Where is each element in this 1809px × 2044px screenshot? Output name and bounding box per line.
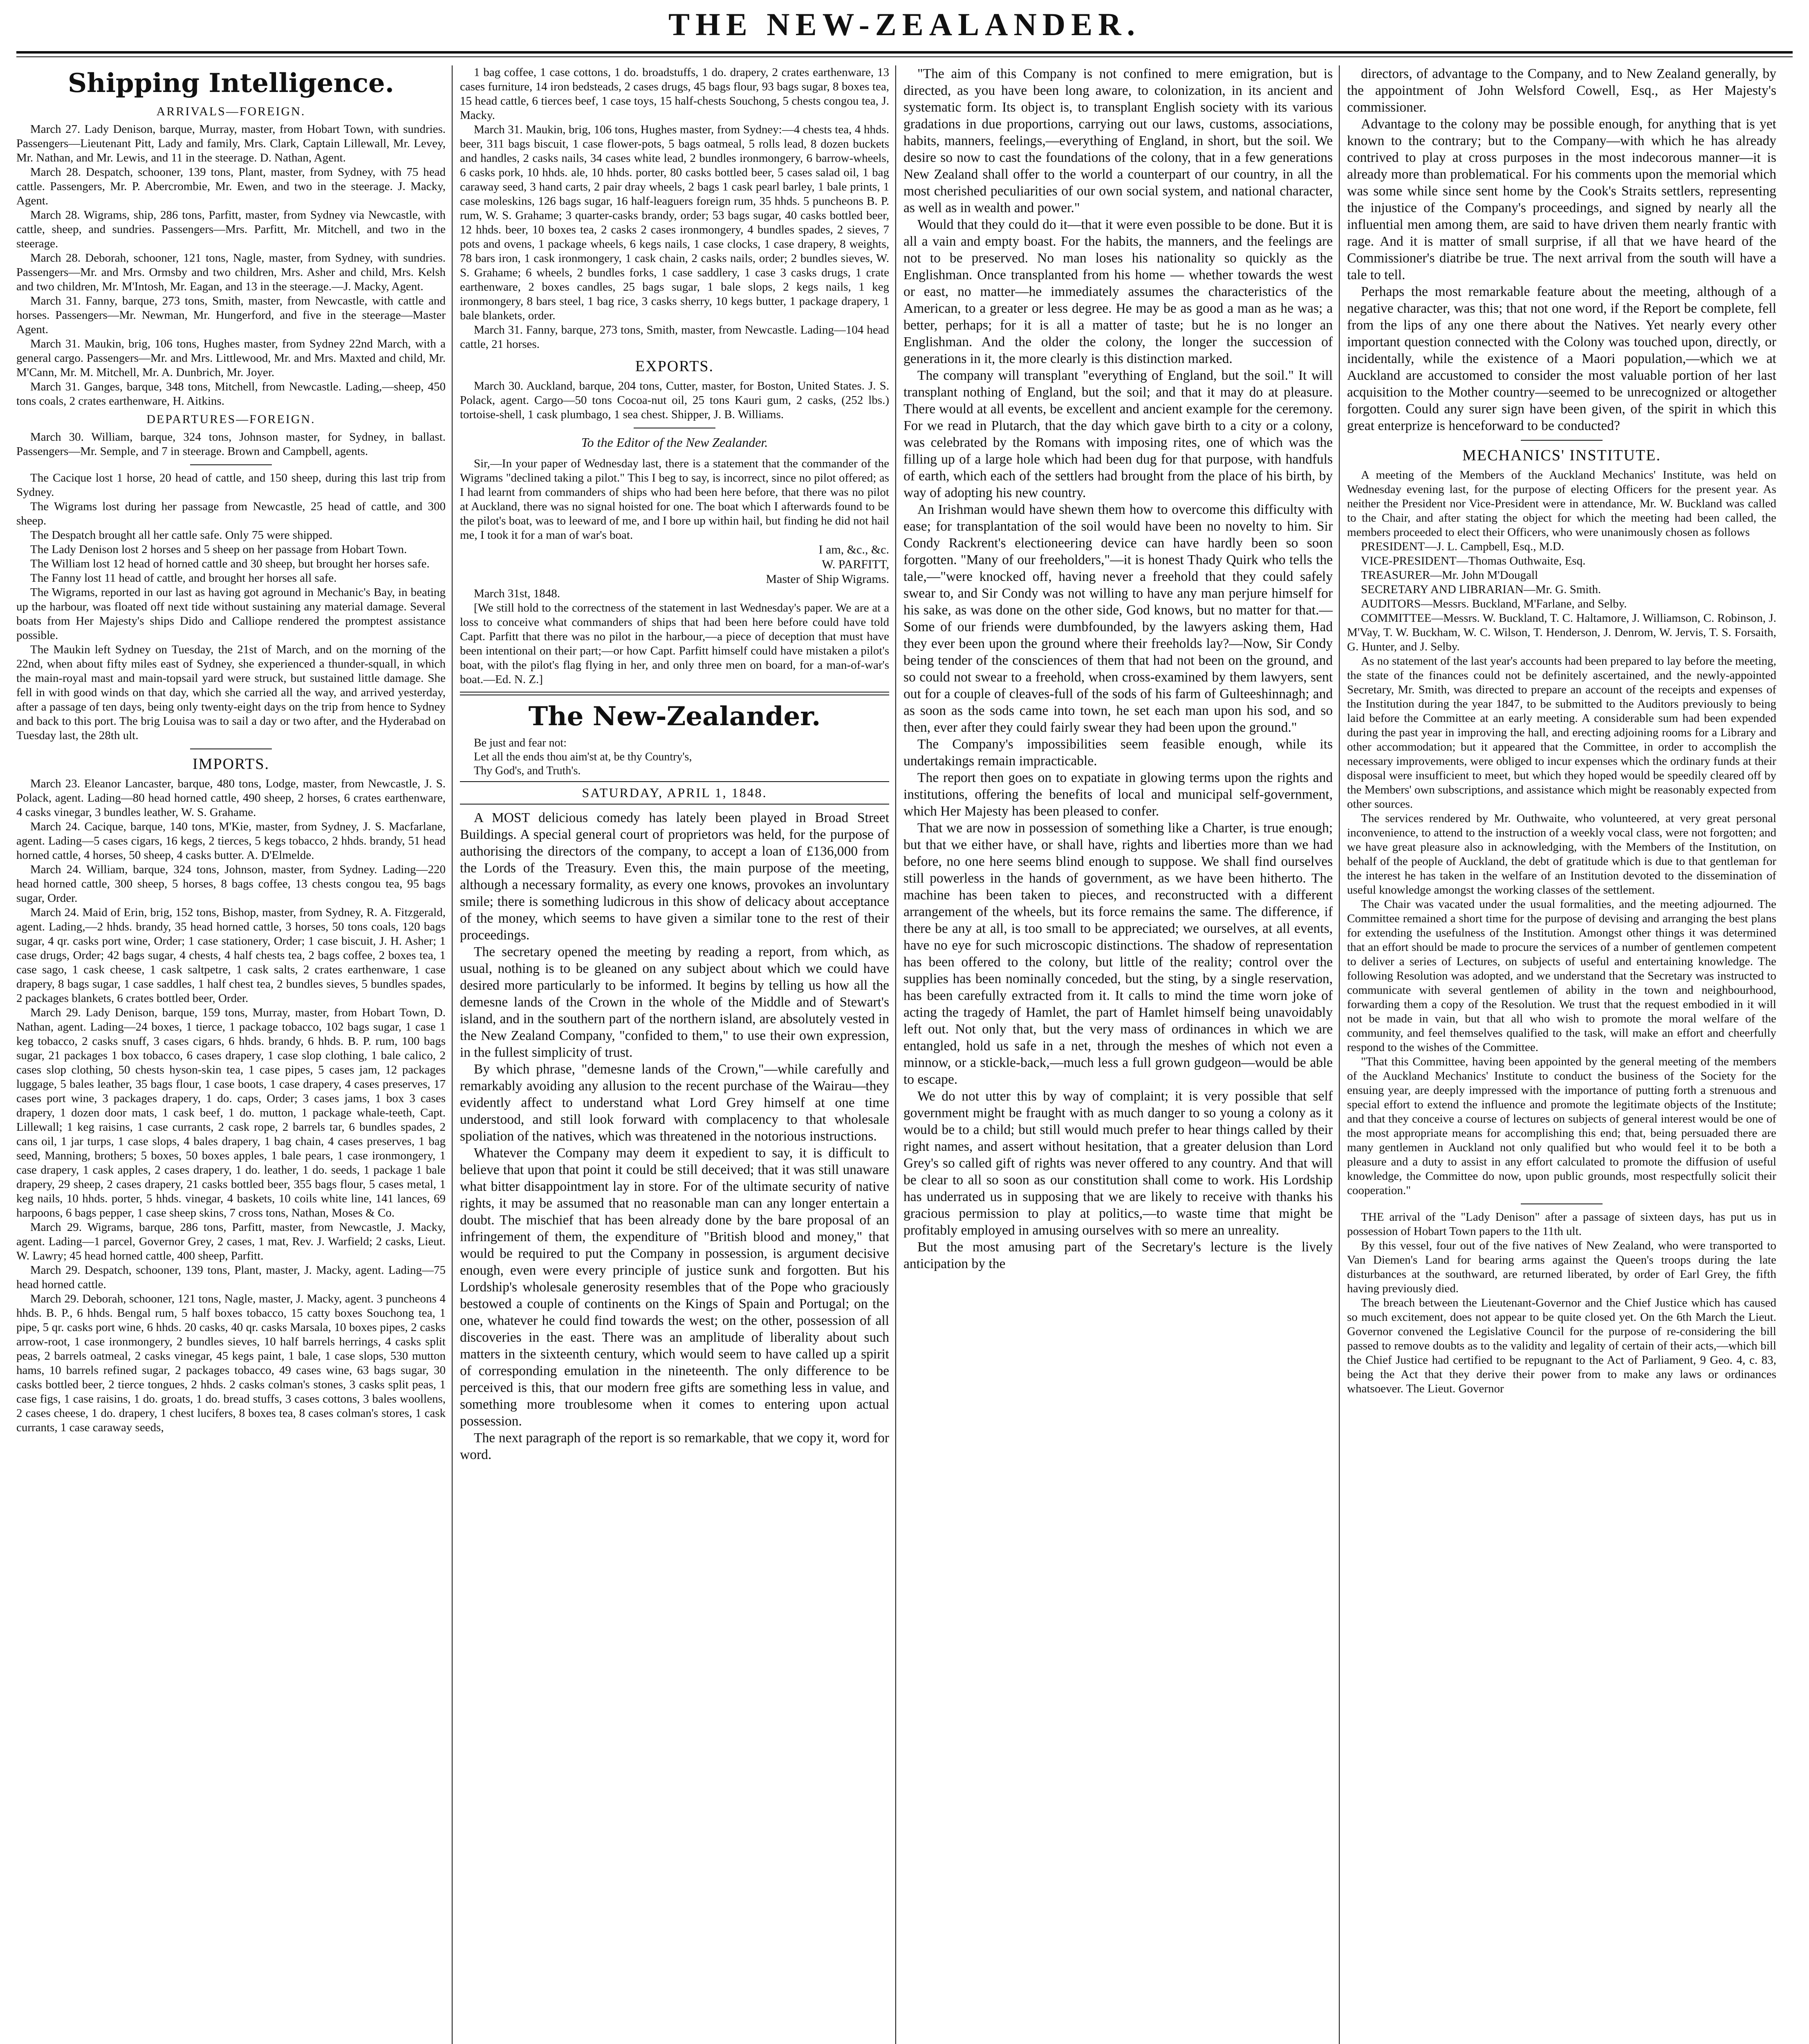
letter-body <box>460 457 889 542</box>
motto-line: Be just and fear not: <box>474 737 567 749</box>
imports-heading: IMPORTS. <box>193 755 269 773</box>
paragraph: The Wigrams, reported in our last as having got aground in Mechanic's Bay, in beating up the harbour, was floated off next tide without sustaining any material damage. Several boats from Her Majesty's ships Dido and Calliope rendered the promptest assistance possible. <box>16 586 446 642</box>
departures-heading: DEPARTURES—FOREIGN. <box>146 412 316 426</box>
letter-close: I am, &c., &c. <box>818 543 889 556</box>
letter-signature-title: Master of Ship Wigrams. <box>766 572 889 586</box>
column-divider <box>1339 65 1340 2044</box>
paragraph: The Maukin left Sydney on Tuesday, the 21st of March, and on the morning of the 22nd, when about fifty miles east of Sydney, she experienced a thunder-squall, in which the main-royal mast and main-topsail yard were struck, but sustained little damage. She fell in with good winds on that day, which she carried all the way, and arrived yesterday, after a passage of ten days, being only twenty-eight days on the trip from hence to Sydney and back to this port. The brig Louisa was to sail a day or two after, and the Hyderabad on Tuesday last, the 28th ult. <box>16 643 446 742</box>
paragraph: COMMITTEE—Messrs. W. Buckland, T. C. Haltamore, J. Williamson, C. Robinson, J. M'Vay, T. W. Buckham, W. C. Wilson, T. Henderson, J. Denrom, W. Jervis, T. S. Forsaith, G. Hunter, and J. Selby. <box>1347 612 1776 653</box>
paragraph: March 31. Maukin, brig, 106 tons, Hughes master, from Sydney 22nd March, with a general cargo. Passengers—Mr. and Mrs. Littlewood, Mr. and Mrs. Maxted and child, Mr. M'Cann, Mr. M. Mitchell, Mr. A. Dunbrich, Mr. Joyer. <box>16 337 446 379</box>
paragraph: March 28. Despatch, schooner, 139 tons, Plant, master, from Sydney, with 75 head cattle. Passengers, Mr. P. Abercrombie, Mr. Ewen, and two in the steerage. J. Macky, Agent. <box>16 166 446 207</box>
paragraph: March 31. Fanny, barque, 273 tons, Smith, master, from Newcastle, with cattle and horses. Passengers—Mr. Newman, Mr. Hungerford, and five in the steerage—Master Agent. <box>16 294 446 336</box>
editor-note: [We still hold to the correctness of the statement in last Wednesday's paper. We are at a loss to conceive what commanders of ships that had been here before could have told Capt. Parfitt that there was no pilot in the harbour,—a piece of deception that must have been intentional on their part;—or how Capt. Parfitt himself could have mistaken a pilot's boat, with the pilot's flag flying in her, and only three men on board, for a man-of-war's boat.—Ed. N. Z.] <box>460 601 889 686</box>
paragraph: Whatever the Company may deem it expedient to say, it is difficult to believe that upon that point it could be still deceived; that it was still unaware what bitter disappointment lay in store. For of the ultimate security of native rights, it may be assumed that no reasonable man can any longer entertain a doubt. The mischief that has been already done by the bare proposal of an infringement of them, the expenditure of "British blood and money," that would be required to put the Company in possession, is argument decisive enough, even were every principle of justice sunk and forgotten. But his Lordship's wholesale generosity resembles that of the Pope who graciously bestowed a couple of continents on the Kings of Spain and Portugal; on the one, whatever he could find towards the west; on the other, possession of all discoveries in the east. There was an amplitude of liberality about such matters in the sixteenth century, which would seem to have called up a spirit of corresponding emulation in the nineteenth. The only difference to be perceived is this, that our modern free gifts are something less in value, and something more troublesome when it comes to entering upon actual possession. <box>460 1145 889 1429</box>
double-rule <box>460 692 889 695</box>
paragraph: THE arrival of the "Lady Denison" after a passage of sixteen days, has put us in possession of Hobart Town papers to the 11th ult. <box>1347 1210 1776 1238</box>
paragraph: AUDITORS—Messrs. Buckland, M'Farlane, and Selby. <box>1361 597 1627 610</box>
masthead-rule <box>16 51 1793 54</box>
paragraph: The Chair was vacated under the usual formalities, and the meeting adjourned. The Committee remained a short time for the purpose of devising and arranging the best plans for extending the usefulness of the Institution. Amongst other things it was determined that an effort should be made to procure the services of a number of gentlemen competent to deliver a series of Lectures, on subjects of useful and entertaining knowledge. The following Resolution was adopted, and we understand that the Secretary was instructed to communicate with several gentlemen of ability in the town and neighbourhood, forwarding them a copy of the Resolution. We trust that the request embodied in it will not be made in vain, but that all who wish to promote the moral welfare of the community, and feel themselves qualified to the task, will make an effort and cheerfully respond to the wishes of the Committee. <box>1347 898 1776 1054</box>
officer-list <box>1347 540 1776 654</box>
paragraph: The next paragraph of the report is so remarkable, that we copy it, word for word. <box>460 1430 889 1462</box>
paragraph: March 24. William, barque, 324 tons, Johnson, master, from Sydney. Lading—220 head horned cattle, 300 sheep, 5 horses, 8 bags coffee, 13 chests congou tea, 95 bags sugar, Order. <box>16 863 446 905</box>
paragraph: The services rendered by Mr. Outhwaite, who volunteered, at very great personal inconvenience, to attend to the instruction of a weekly vocal class, were not forgotten; and we have great pleasure also in acknowledging, with the Members of the Institution, on behalf of the people of Auckland, the debt of gratitude which is due to that gentleman for the interest he has taken in the welfare of an Institution devoted to the dissemination of useful knowledge amongst the working classes of the settlement. <box>1347 812 1776 896</box>
shipping-title: Shipping Intelligence. <box>67 68 395 99</box>
paragraph: As no statement of the last year's accounts had been prepared to lay before the meeting, the state of the finances could not be definitely ascertained, and the newly-appointed Secretary, Mr. Smith, was directed to prepare an account of the receipts and expenses of the Institution during the year 1847, to be submitted to the Auditors previously to being laid before the Committee at an early meeting. A considerable sum had been expended during the past year in improving the hall, and erecting adjoining rooms for a Library and other accommodation; but it appeared that the Committee, in order to accomplish the necessary improvements, were obliged to incur expenses which the ordinary funds at their disposal were insufficient to meet, but which they hoped would be speedily cleared off by the Members' own subscriptions, and assistance which might be reasonably expected from other sources. <box>1347 654 1776 811</box>
paragraph: March 28. Deborah, schooner, 121 tons, Nagle, master, from Sydney, with sundries. Passengers—Mr. and Mrs. Ormsby and two children, Mrs. Asher and child, Mrs. Kelsh and two children, Mr. M'Intosh, Mr. Eagan, and 13 in the steerage.—J. Macky, Agent. <box>16 251 446 293</box>
editorial-continued <box>903 65 1333 1272</box>
departures-list <box>16 430 446 459</box>
paragraph: The Despatch brought all her cattle safe. Only 75 were shipped. <box>30 529 333 542</box>
paragraph: The Company's impossibilities seem feasible enough, while its undertakings remain impracticable. <box>903 737 1333 769</box>
paragraph: March 29. Lady Denison, barque, 159 tons, Murray, master, from Hobart Town, D. Nathan, agent. Lading—24 boxes, 1 tierce, 1 package tobacco, 102 bags sugar, 1 case 1 keg tobacco, 2 casks snuff, 3 cases cigars, 6 hhds. brandy, 6 hhds. B. P. rum, 100 bags sugar, 21 packages 1 box tobacco, 6 cases drapery, 1 case slop clothing, 1 bale calico, 2 cases slop clothing, 50 chests hyson-skin tea, 1 case pipes, 5 cases jam, 12 packages luggage, 5 bales leather, 35 bags flour, 1 case boots, 1 case drapery, 4 cases preserves, 17 cases port wine, 3 packages drapery, 1 do. caps, Order; 3 cases jams, 1 box 3 cases drapery, 1 dozen door mats, 1 cask beef, 1 do. mutton, 1 package whale-teeth, Capt. Lillewall; 1 keg raisins, 1 case currants, 2 cask rope, 2 barrels tar, 6 bundles spades, 2 cans oil, 1 jar turps, 1 case slops, 4 bales drapery, 1 bag chain, 4 cases preserves, 1 bag seed, Manning, brothers; 5 boxes, 50 boxes apples, 1 bale pears, 1 case ironmongery, 1 case drapery, 1 cask apples, 2 cases drapery, 1 do. leather, 1 do. seeds, 1 package 1 bale drapery, 29 sheep, 2 cases drapery, 21 casks bottled beer, 355 bags flour, 5 cases metal, 1 keg nails, 10 hhds. porter, 5 hhds. vinegar, 4 baskets, 10 coils white line, 141 lances, 69 harpoons, 6 bags pepper, 1 case sheep skins, 7 cross tons, Nathan, Moses & Co. <box>16 1006 446 1219</box>
paragraph: By which phrase, "demesne lands of the Crown,"—while carefully and remarkably avoiding any allusion to the recent purchase of the Wairau—they evidently affect to understand what Lord Grey himself at one time understood, and still look forward with complacency to that wholesale spoliation of the natives, which was threatened in the notorious instructions. <box>460 1062 889 1144</box>
column-divider <box>452 65 453 2044</box>
editorial-conclusion <box>1347 65 1776 434</box>
paragraph: A MOST delicious comedy has lately been played in Broad Street Buildings. A special general court of proprietors was held, for the purpose of authorising the directors of the company, to accept a loan of £136,000 from the Lords of the Treasury. Even this, the main purpose of the meeting, although a necessary formality, as every one knows, provokes an involuntary smile; there is something ludicrous in this show of delicacy about acceptance of the money, which seems to have given a similar tone to the rest of their proceedings. <box>460 810 889 943</box>
paragraph: "That this Committee, having been appointed by the general meeting of the members of the Auckland Mechanics' Institute to conduct the business of the Society for the ensuing year, are deeply impressed with the importance of putting forth a strenuous and special effort to extend the influence and promote the legitimate objects of the Institute; and that they conceive a course of lectures on subjects of general interest would be one of the most appropriate means for accomplishing this end; that, being persuaded there are many gentlemen in Auckland not only qualified but who would feel it to be both a pleasure and a duty to assist in any effort calculated to promote the diffusion of useful knowledge, the Committee do now, upon public grounds, most respectfully solicit their cooperation." <box>1347 1055 1776 1197</box>
paragraph: March 24. Cacique, barque, 140 tons, M'Kie, master, from Sydney, J. S. Macfarlane, agent. Lading—5 cases cigars, 16 kegs, 2 tierces, 5 kegs tobacco, 2 hhds. brandy, 51 head horned cattle, 4 horses, 50 sheep, 4 casks butter. A. D'Elmelde. <box>16 820 446 862</box>
paragraph: The Wigrams lost during her passage from Newcastle, 25 head of cattle, and 300 sheep. <box>16 500 446 527</box>
divider <box>1521 440 1603 441</box>
masthead-rule-thin <box>16 56 1793 57</box>
paragraph: The report then goes on to expatiate in glowing terms upon the rights and institutions, offering the benefits of local and municipal self-government, which Her Majesty has been pleased to confer. <box>903 770 1333 819</box>
imports-list <box>16 777 446 1435</box>
paragraph: The Cacique lost 1 horse, 20 head of cattle, and 150 sheep, during this last trip from Sydney. <box>16 471 446 499</box>
institute-heading: MECHANICS' INSTITUTE. <box>1462 447 1661 464</box>
paper-title: The New-Zealander. <box>528 701 821 732</box>
column-3 <box>903 65 1333 2044</box>
paragraph: directors, of advantage to the Company, and to New Zealand generally, by the appointment of John Welsford Cowell, Esq., as Her Majesty's commissioner. <box>1347 66 1776 115</box>
column-divider <box>895 65 896 2044</box>
exports-list <box>460 379 889 422</box>
paragraph: March 27. Lady Denison, barque, Murray, master, from Hobart Town, with sundries. Passengers—Lieutenant Pitt, Lady and family, Mrs. Clark, Captain Lillewall, Mr. Levey, Mr. Nathan, and Mr. Lewis, and 11 in the steerage. D. Nathan, Agent. <box>16 123 446 164</box>
imports-continued <box>460 65 889 352</box>
paragraph: "The aim of this Company is not confined to mere emigration, but is directed, as you have been long aware, to colonization, in its ancient and systematic form. Its object is, to transplant English society with its various gradations in due proportions, carrying out our laws, customs, associations, habits, manners, feelings,—everything of England, in short, but the soil. We desire so now to cast the foundations of the colony, that in a few generations New Zealand shall offer to the world a counterpart of our country, in all the most cherished peculiarities of our own social system, and national character, as well as in wealth and power." <box>903 66 1333 215</box>
divider <box>190 464 272 465</box>
paragraph: The company will transplant "everything of England, but the soil." It will transplant nothing of England, but the soil; and that it may do at pleasure. There would at all events, be excellent and ancient example for the ceremony. For we read in Plutarch, that the day which gave birth to a city or a colony, was celebrated by the Romans with imposing rites, one of which was the filling up of a large hole which had been dug for that purpose, with handfuls of earth, which each of the settlers had brought from the place of his birth, by way of adopting his new country. <box>903 368 1333 500</box>
paragraph: Perhaps the most remarkable feature about the meeting, although of a negative character, was this; that not one word, if the Report be complete, fell from the lips of any one there about the Natives. Yet nearly every other important question connected with the Colony was touched upon, directly, or incidentally, while the existence of a Maori population,—which we at Auckland are accustomed to consider the most valuable portion of her last acquisition to the Mother country—seemed to be unrecognized or altogether forgotten. Could any surer sign have been given, of the spirit in which this great enterprize is henceforward to be conducted? <box>1347 284 1776 433</box>
institute-body <box>1347 654 1776 1198</box>
motto-line: Let all the ends thou aim'st at, be thy Country's, <box>474 751 692 763</box>
paragraph: That we are now in possession of something like a Charter, is true enough; but that we either have, or shall have, rights and liberties more than we had before, no one here seems blind enough to suppose. We shall find ourselves still powerless in the hands of government, as we have been hitherto. The machine has been taken to pieces, and reconstructed with a different arrangement of the wheels, but its force remains the same. The difference, if there be any at all, is too small to be appreciated; we ourselves, at all events, have no eye for such microscopic distinctions. The shadow of representation has been offered to the colony, but little of the reality; control over the supplies has been nominally conceded, but the sting, by a single reservation, has been carefully extracted from it. It calls to mind the time worn joke of acting the tragedy of Hamlet, the part of Hamlet himself being unavoidably left out. Not only that, but the very mass of ordinances in which we are entangled, hold us safe in a net, through the meshes of which not even a minnow, or a stickle-back,—much less a full grown gudgeon—would be able to escape. <box>903 820 1333 1087</box>
news-items <box>1347 1210 1776 1396</box>
institute-intro: A meeting of the Members of the Auckland Mechanics' Institute, was held on Wednesday evening last, for the purpose of electing Officers for the present year. As neither the President nor Vice-President were in attendance, Mr. W. Buckland was called to the Chair, and after stating the object for which the meeting had been called, the members proceeded to elect their Officers, who were unanimously chosen as follows <box>1347 468 1776 539</box>
paragraph: March 31. Ganges, barque, 348 tons, Mitchell, from Newcastle. Lading,—sheep, 450 tons coals, 2 crates earthenware, H. Aitkins. <box>16 380 446 408</box>
paragraph: March 29. Despatch, schooner, 139 tons, Plant, master, J. Macky, agent. Lading—75 head horned cattle. <box>16 1264 446 1291</box>
paragraph: Sir,—In your paper of Wednesday last, there is a statement that the commander of the Wigrams "declined taking a pilot." This I beg to say, is incorrect, since no pilot offered; as I had learnt from commanders of ships who had been here before, that there was no pilot at Auckland, there was no signal hoisted for one. The boat which I afterwards found to be the pilot's boat, was to leeward of me, and I bore up within hail, but finding he did not hail me, I took it for a man of war's boat. <box>460 457 889 542</box>
column-4 <box>1347 65 1776 2044</box>
masthead: THE NEW-ZEALANDER. <box>668 7 1141 42</box>
paragraph: TREASURER—Mr. John M'Dougall <box>1361 569 1538 582</box>
paragraph: March 28. Wigrams, ship, 286 tons, Parfitt, master, from Sydney via Newcastle, with cattle, sheep, and sundries. Passengers—Mrs. Parfitt, Mr. Mitchell, and two in the steerage. <box>16 208 446 250</box>
motto-line: Thy God's, and Truth's. <box>474 764 581 777</box>
paragraph: The breach between the Lieutenant-Governor and the Chief Justice which has caused so much excitement, does not appear to be quite closed yet. On the 6th March the Lieut. Governor convened the Legislative Council for the purpose of re-considering the bill passed to remove doubts as to the validity and legality of certain of their acts,—which bill the Chief Justice had certified to be repugnant to the Act of Parliament, 9 Geo. 4, c. 83, being the Act that they derive their power from to make any laws or ordinances whatsoever. The Lieut. Governor <box>1347 1296 1776 1395</box>
exports-heading: EXPORTS. <box>635 358 714 375</box>
arrivals-list <box>16 122 446 408</box>
paragraph: The secretary opened the meeting by reading a report, from which, as usual, nothing is to be gleaned on any subject about which we could have desired more particularly to be informed. It begins by telling us how all the demesne lands of the Crown in the whole of the Middle and of Stewart's island, and in the southern part of the northern island, are absolutely vested in the New Zealand Company, "confided to them," to use their own expression, in the fullest simplicity of trust. <box>460 944 889 1060</box>
paragraph: SECRETARY AND LIBRARIAN—Mr. G. Smith. <box>1361 583 1601 596</box>
paragraph: The William lost 12 head of horned cattle and 30 sheep, but brought her horses safe. <box>30 557 430 570</box>
paragraph: March 23. Eleanor Lancaster, barque, 480 tons, Lodge, master, from Newcastle, J. S. Polack, agent. Lading—80 head horned cattle, 490 sheep, 2 horses, 6 crates earthenware, 4 casks vinegar, 3 bundles leather, W. S. Grahame. <box>16 777 446 819</box>
paragraph: An Irishman would have shewn them how to overcome this difficulty with ease; for transplantation of the soil would have been no novelty to him. Sir Condy Rackrent's electioneering device can have hardly been so soon forgotten. "Many of our freeholders,"—it is honest Thady Quirk who tells the tale,—"were knocked off, having never a freehold that they could safely swear to, and Sir Condy was not willing to have any man perjure himself for his sake, as was done on the other side, God knows, but no matter for that.—Some of our friends were dumbfounded, by the lawyers asking them, Had they ever been upon the ground where their freeholds lay?—Now, Sir Condy being tender of the consciences of them that had not been on the ground, and so could not swear to a freehold, when cross-examined by them lawyers, sent out for a couple of cleaves-full of the sods of his farm of Gulteeshinnagh; and as soon as the sods came into town, he set each man upon his sod, and so then, ever after they could fairly swear they had been upon the ground." <box>903 502 1333 735</box>
paragraph: The Lady Denison lost 2 horses and 5 sheep on her passage from Hobart Town. <box>30 543 407 556</box>
editorial-body <box>460 809 889 1463</box>
letter-signature: W. PARFITT, <box>822 558 889 571</box>
paragraph: Would that they could do it—that it were even possible to be done. But it is all a vain and empty boast. For the habits, the manners, and the feelings are not to be preserved. No man loses his nationality so quickly as the Englishman. Once transplanted from his home — whether towards the west or east, no matter—he immediately assumes the characteristics of the American, to a greater or less degree. He may be as good a man as he was; a better, perhaps; for it is all a matter of taste; but he is no longer an Englishman. And the older the colony, the longer the succession of generations in it, the more clearly is this distinction marked. <box>903 217 1333 366</box>
shipping-notes <box>16 471 446 743</box>
issue-dateline: SATURDAY, APRIL 1, 1848. <box>460 781 889 805</box>
paragraph: By this vessel, four out of the five natives of New Zealand, who were transported to Van Diemen's Land for bearing arms against the Queen's troops during the late disturbances at the southward, are returned liberated, by order of Earl Grey, the fifth having previously died. <box>1347 1239 1776 1295</box>
paragraph: Advantage to the colony may be possible enough, for anything that is yet known to the contrary; but to the Company—with which he has already contrived to play at cross purposes in the most indecorous manner—it is already more than problematical. For his comments upon the memorial which was some while since sent home by the Cook's Straits settlers, representing the injustice of the Company's proceedings, and signed by nearly all the influential men among them, are said to have driven them nearly frantic with rage. And it is matter of small surprise, if all that we have heard of the Commissioner's diatribe be true. The next arrival from the south will have a tale to tell. <box>1347 117 1776 282</box>
paragraph: PRESIDENT—J. L. Campbell, Esq., M.D. <box>1361 540 1565 553</box>
paragraph: 1 bag coffee, 1 case cottons, 1 do. broadstuffs, 1 do. drapery, 2 crates earthenware, 13 cases furniture, 14 iron bedsteads, 2 cases drugs, 45 bags flour, 93 bags sugar, 8 boxes tea, 15 head cattle, 6 tierces beef, 1 case toys, 15 half-chests Souchong, 5 chests congou tea, J. Macky. <box>460 66 889 122</box>
paragraph: March 31. Fanny, barque, 273 tons, Smith, master, from Newcastle. Lading—104 head cattle, 21 horses. <box>460 323 889 351</box>
arrivals-heading: ARRIVALS—FOREIGN. <box>156 105 306 118</box>
paragraph: March 30. William, barque, 324 tons, Johnson master, for Sydney, in ballast. Passengers—Mr. Semple, and 7 in steerage. Brown and Campbell, agents. <box>16 430 446 458</box>
paragraph: We do not utter this by way of complaint; it is very possible that self government might be fraught with as much danger to so young a colony as it would be to a child; but still would much prefer to hear things called by their right names, and assert without hesitation, that a greater delusion than Lord Grey's so called gift of rights was never offered to any country. And that will be clear to all so soon as our constitution shall come to work. His Lordship has underrated us in supposing that we are likely to receive with thanks his gracious permission to play at politics,—to waste time that might be profitably employed in amusing ourselves with so mere an unreality. <box>903 1089 1333 1238</box>
paragraph: VICE-PRESIDENT—Thomas Outhwaite, Esq. <box>1361 554 1586 567</box>
paragraph: The Fanny lost 11 head of cattle, and brought her horses all safe. <box>30 572 337 585</box>
paragraph: But the most amusing part of the Secretary's lecture is the lively anticipation by the <box>903 1239 1333 1271</box>
paragraph: March 31. Maukin, brig, 106 tons, Hughes master, from Sydney:—4 chests tea, 4 hhds. beer, 311 bags biscuit, 1 case flower-pots, 5 bags oatmeal, 5 rolls lead, 8 dozen buckets and handles, 2 casks nails, 34 cases white lead, 2 bundles ironmongery, 6 barrow-wheels, 6 casks pork, 10 hhds. ale, 10 hhds. porter, 80 casks bottled beer, 5 cases salad oil, 1 bag caraway seed, 3 hand carts, 2 pair dray wheels, 2 bags 1 cask pearl barley, 1 bale prints, 1 case moleskins, 126 bags sugar, 16 half-leaguers foreign rum, 35 hhds. 5 puncheons B. P. rum, W. S. Grahame; 3 quarter-casks brandy, order; 53 bags sugar, 40 casks bottled beer, 12 hhds. beer, 10 boxes tea, 2 casks 2 cases ironmongery, 4 bundles spades, 2 sieves, 7 pots and ovens, 1 package wheels, 6 kegs nails, 1 case clocks, 1 case drapery, 8 weights, 78 bars iron, 1 cask ironmongery, 1 cask chain, 2 casks nails, order; 2 bundles sieves, W. S. Grahame; 6 wheels, 2 bundles forks, 1 case saddlery, 1 case 3 casks drugs, 1 crate earthenware, 2 boxes candles, 25 bags sugar, 1 bale slops, 2 kegs nails, 1 keg ironmongery, 8 bars steel, 1 bag rice, 3 casks sherry, 10 kegs butter, 1 package drapery, 1 bale blankets, order. <box>460 123 889 322</box>
paragraph: March 30. Auckland, barque, 204 tons, Cutter, master, for Boston, United States. J. S. Polack, agent. Cargo—50 tons Cocoa-nut oil, 25 tons Kauri gum, 2 casks, (252 lbs.) tortoise-shell, 1 cask plumbago, 1 sea chest. Shipper, J. B. Williams. <box>460 379 889 421</box>
paragraph: March 29. Wigrams, barque, 286 tons, Parfitt, master, from Newcastle, J. Macky, agent. Lading—1 parcel, Governor Grey, 2 cases, 1 mat, Rev. J. Warfield; 2 casks, Lieut. W. Lawry; 45 head horned cattle, 400 sheep, Parfitt. <box>16 1221 446 1262</box>
column-2 <box>460 65 889 2044</box>
letter-date: March 31st, 1848. <box>474 587 560 600</box>
paragraph: March 24. Maid of Erin, brig, 152 tons, Bishop, master, from Sydney, R. A. Fitzgerald, agent. Lading,—2 hhds. brandy, 35 head horned cattle, 3 horses, 50 tons coals, 120 bags sugar, 4 qr. casks port wine, Order; 1 case stationery, Order; 1 case biscuit, J. H. Asher; 1 case drugs, Order; 42 bags sugar, 4 chests, 4 half chests tea, 2 bags coffee, 2 boxes tea, 1 case sago, 1 cask cheese, 1 cask saltpetre, 1 cask salts, 2 crates earthenware, 1 case drapery, 8 bags sugar, 1 case saddles, 1 half chest tea, 2 bundles sieves, 5 bundles spades, 2 packages blankets, 6 crates bottled beer, Order. <box>16 906 446 1005</box>
paragraph: March 29. Deborah, schooner, 121 tons, Nagle, master, J. Macky, agent. 3 puncheons 4 hhds. B. P., 6 hhds. Bengal rum, 5 half boxes tobacco, 15 catty boxes Souchong tea, 1 pipe, 5 qr. casks port wine, 6 hhds. 20 casks, 40 qr. casks Marsala, 10 boxes pipes, 2 casks arrow-root, 1 case ironmongery, 2 bundles sieves, 10 half barrels herrings, 4 casks split peas, 2 barrels oatmeal, 2 casks vinegar, 45 kegs paint, 1 bale, 1 case slops, 530 mutton hams, 10 barrels refined sugar, 2 packages tobacco, 49 cases wine, 63 bags sugar, 30 casks bottled beer, 2 tierce tongues, 2 hhds. 2 casks colman's stones, 3 casks split peas, 1 case figs, 1 case raisins, 1 do. groats, 1 do. bread stuffs, 3 cases cottons, 3 bales woollens, 2 cases cheese, 1 do. drapery, 1 chest lucifers, 8 boxes tea, 8 cases colman's stores, 1 cask currants, 1 case caraway seeds, <box>16 1292 446 1434</box>
column-1 <box>16 65 446 2044</box>
letter-heading: To the Editor of the New Zealander. <box>581 435 768 450</box>
